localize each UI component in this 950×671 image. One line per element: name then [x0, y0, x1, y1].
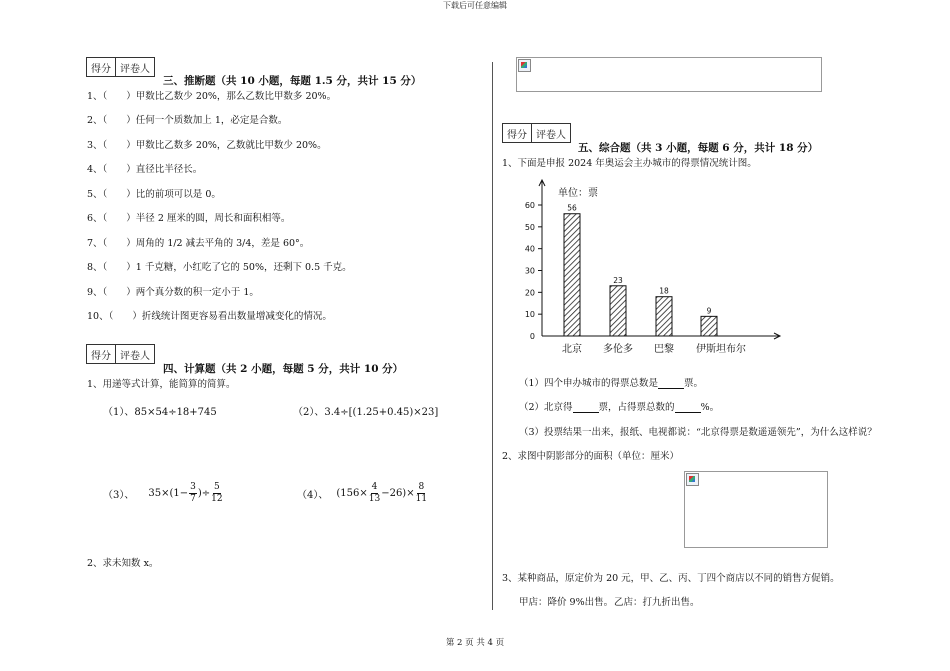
bar-value-label: 9: [706, 306, 712, 316]
expr4-pre: (156×: [336, 488, 368, 499]
reviewer-label: 评卷人: [536, 129, 566, 141]
list-item: 8、（ ）1 千克糖，小红吃了它的 50%，还剩下 0.5 千克。: [87, 262, 352, 273]
reviewer-label: 评卷人: [120, 63, 150, 75]
bar: [610, 286, 626, 336]
list-item: 5、（ ）比的前项可以是 0。: [87, 189, 221, 200]
expr4-label: （4）、: [297, 490, 329, 501]
section5-q3: 3、某种商品，原定价为 20 元，甲、乙、丙、丁四个商店以不同的销售方促销。: [502, 573, 840, 584]
figure-placeholder-top: [516, 57, 822, 92]
bar-value-label: 56: [567, 203, 577, 213]
section4-title: 四、计算题（共 2 小题，每题 5 分，共计 10 分）: [163, 363, 404, 375]
expr3-pre: 35×(1−: [148, 488, 189, 499]
category-label: 北京: [562, 344, 582, 355]
section5-q1: 1、下面是申报 2024 年奥运会主办城市的得票情况统计图。: [502, 158, 757, 169]
fraction: [189, 482, 197, 505]
broken-image-icon: [686, 473, 699, 486]
bar: [564, 214, 580, 336]
numerator: 8: [418, 482, 425, 492]
answer-blank[interactable]: [675, 403, 701, 413]
expr3-label: （3）、: [103, 490, 135, 501]
page-number: 第 2 页 共 4 页: [445, 638, 505, 648]
calc-expression-1: （1）、85×54÷18+745: [103, 407, 217, 418]
fraction: [369, 482, 380, 505]
bar-value-label: 23: [613, 275, 623, 285]
y-tick-label: 0: [529, 332, 535, 341]
y-tick-label: 10: [524, 310, 535, 320]
header-note: 下载后可任意编辑: [443, 1, 507, 10]
unit-label: 单位：票: [558, 188, 598, 199]
denominator: 11: [415, 494, 428, 504]
sub2-text: （2）北京得: [519, 402, 573, 413]
list-item: 10、（ ）折线统计图更容易看出数量增减变化的情况。: [87, 311, 332, 322]
list-item: 7、（ ）周角的 1/2 减去平角的 3/4，差是 60°。: [87, 238, 310, 249]
list-item: 3、（ ）甲数比乙数多 20%，乙数就比甲数少 20%。: [87, 140, 327, 151]
sub-question-2: [519, 399, 719, 413]
score-label: 得分: [87, 58, 116, 76]
denominator: 12: [211, 494, 223, 504]
section3-title: 三、推断题（共 10 小题，每题 1.5 分，共计 15 分）: [163, 75, 422, 87]
list-item: 1、（ ）甲数比乙数少 20%，那么乙数比甲数多 20%。: [87, 91, 337, 102]
score-box-section5: [502, 123, 571, 143]
fraction: [416, 482, 427, 505]
store-b-offer: 乙店：打九折出售。: [614, 597, 700, 608]
expr3-mid: )÷: [197, 488, 211, 499]
answer-blank[interactable]: [573, 403, 599, 413]
sub-question-3: （3）投票结果一出来，报纸、电视都说：“北京得票是数遥遥领先”，为什么这样说？: [519, 427, 877, 438]
y-tick-label: 30: [524, 266, 535, 276]
bar: [701, 316, 717, 336]
calc-expression-3: [103, 482, 224, 505]
section4-q2: 2、求未知数 x。: [87, 558, 159, 569]
expr4-mid: −26)×: [381, 488, 415, 499]
sub2-end: %。: [700, 402, 720, 413]
numerator: 5: [214, 482, 220, 492]
list-item: 4、（ ）直径比半径长。: [87, 164, 203, 175]
bar: [656, 297, 672, 336]
bar-value-label: 18: [659, 286, 669, 296]
figure-placeholder-shaded-area: [684, 471, 828, 548]
sub1-text: （1）四个申办城市的得票总数是: [519, 378, 659, 389]
broken-image-icon: [518, 59, 531, 72]
denominator: 7: [190, 494, 196, 504]
section5-title: 五、综合题（共 3 小题，每题 6 分，共计 18 分）: [578, 142, 819, 154]
y-tick-label: 60: [524, 201, 535, 210]
category-label: 巴黎: [654, 344, 674, 355]
category-label: 伊斯坦布尔: [696, 344, 746, 355]
sub1-end: 票。: [684, 378, 704, 389]
y-tick-label: 50: [524, 222, 535, 232]
numerator: 4: [371, 482, 378, 492]
list-item: 9、（ ）两个真分数的积一定小于 1。: [87, 287, 259, 298]
section5-q2: 2、求图中阴影部分的面积（单位：厘米）: [502, 451, 680, 462]
sub2-mid: 票，占得票总数的: [598, 402, 675, 413]
denominator: 13: [368, 494, 381, 504]
numerator: 3: [190, 482, 196, 492]
score-label: 得分: [87, 345, 116, 363]
answer-blank[interactable]: [658, 379, 684, 389]
y-tick-label: 20: [524, 288, 535, 298]
list-item: 6、（ ）半径 2 厘米的圆，周长和面积相等。: [87, 213, 291, 224]
column-divider: [492, 62, 493, 610]
score-box-section3: [86, 57, 155, 77]
score-label: 得分: [503, 124, 532, 142]
list-item: 2、（ ）任何一个质数加上 1，必定是合数。: [87, 115, 288, 126]
vote-bar-chart: [510, 172, 800, 362]
fraction: [211, 482, 222, 505]
sub-question-1: [519, 375, 703, 389]
calc-expression-4: [297, 482, 428, 505]
y-tick-label: 40: [524, 244, 535, 254]
calc-expression-2: （2）、3.4÷[(1.25+0.45)×23]: [293, 407, 439, 418]
score-box-section4: [86, 344, 155, 364]
category-label: 多伦多: [603, 344, 633, 355]
section4-q1: 1、用递等式计算，能简算的简算。: [87, 379, 236, 390]
reviewer-label: 评卷人: [120, 350, 150, 362]
store-a-offer: 甲店：降价 9%出售。: [519, 597, 614, 608]
